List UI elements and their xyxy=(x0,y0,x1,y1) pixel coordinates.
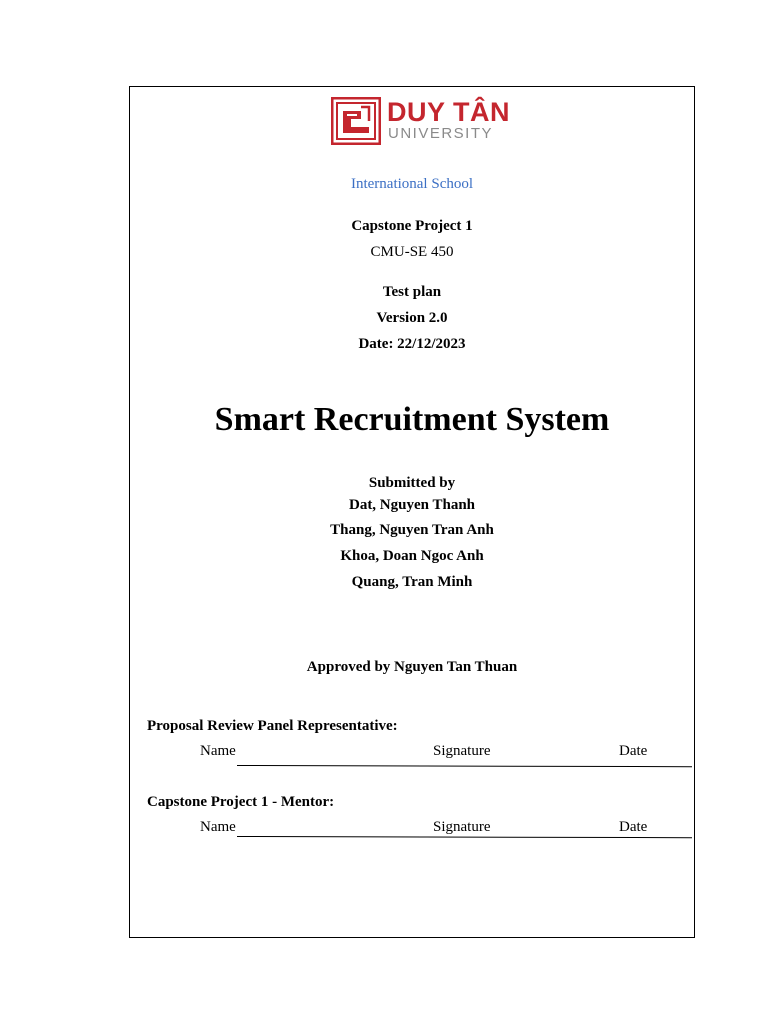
school-name: International School xyxy=(350,176,474,192)
submitted-by-label: Submitted by xyxy=(368,475,456,491)
document-version: Version 2.0 xyxy=(376,310,448,326)
course-code: CMU-SE 450 xyxy=(370,244,454,260)
signoff-row xyxy=(200,741,692,763)
team-member: Dat, Nguyen Thanh xyxy=(348,497,475,513)
university-emblem-icon xyxy=(331,97,381,145)
date-label: Date xyxy=(619,819,648,835)
team-member: Thang, Nguyen Tran Anh xyxy=(330,522,494,538)
university-logo xyxy=(331,97,511,147)
approved-by: Approved by Nguyen Tan Thuan xyxy=(306,659,518,675)
date-label: Date xyxy=(619,743,648,759)
name-label: Name xyxy=(200,743,236,759)
signoff-role: Proposal Review Panel Representative: xyxy=(147,718,398,734)
signoff-role: Capstone Project 1 - Mentor: xyxy=(147,794,335,810)
document-type: Test plan xyxy=(382,284,442,300)
course-name: Capstone Project 1 xyxy=(351,218,473,234)
signature-label: Signature xyxy=(433,819,491,835)
name-label: Name xyxy=(200,819,236,835)
document-date: Date: 22/12/2023 xyxy=(358,336,466,352)
logo-title: DUY TÂN xyxy=(387,97,511,127)
team-member: Quang, Tran Minh xyxy=(351,574,473,590)
logo-subtitle: UNIVERSITY xyxy=(388,125,494,142)
project-title: Smart Recruitment System xyxy=(214,401,610,438)
signature-label: Signature xyxy=(433,743,491,759)
team-member: Khoa, Doan Ngoc Anh xyxy=(340,548,484,564)
